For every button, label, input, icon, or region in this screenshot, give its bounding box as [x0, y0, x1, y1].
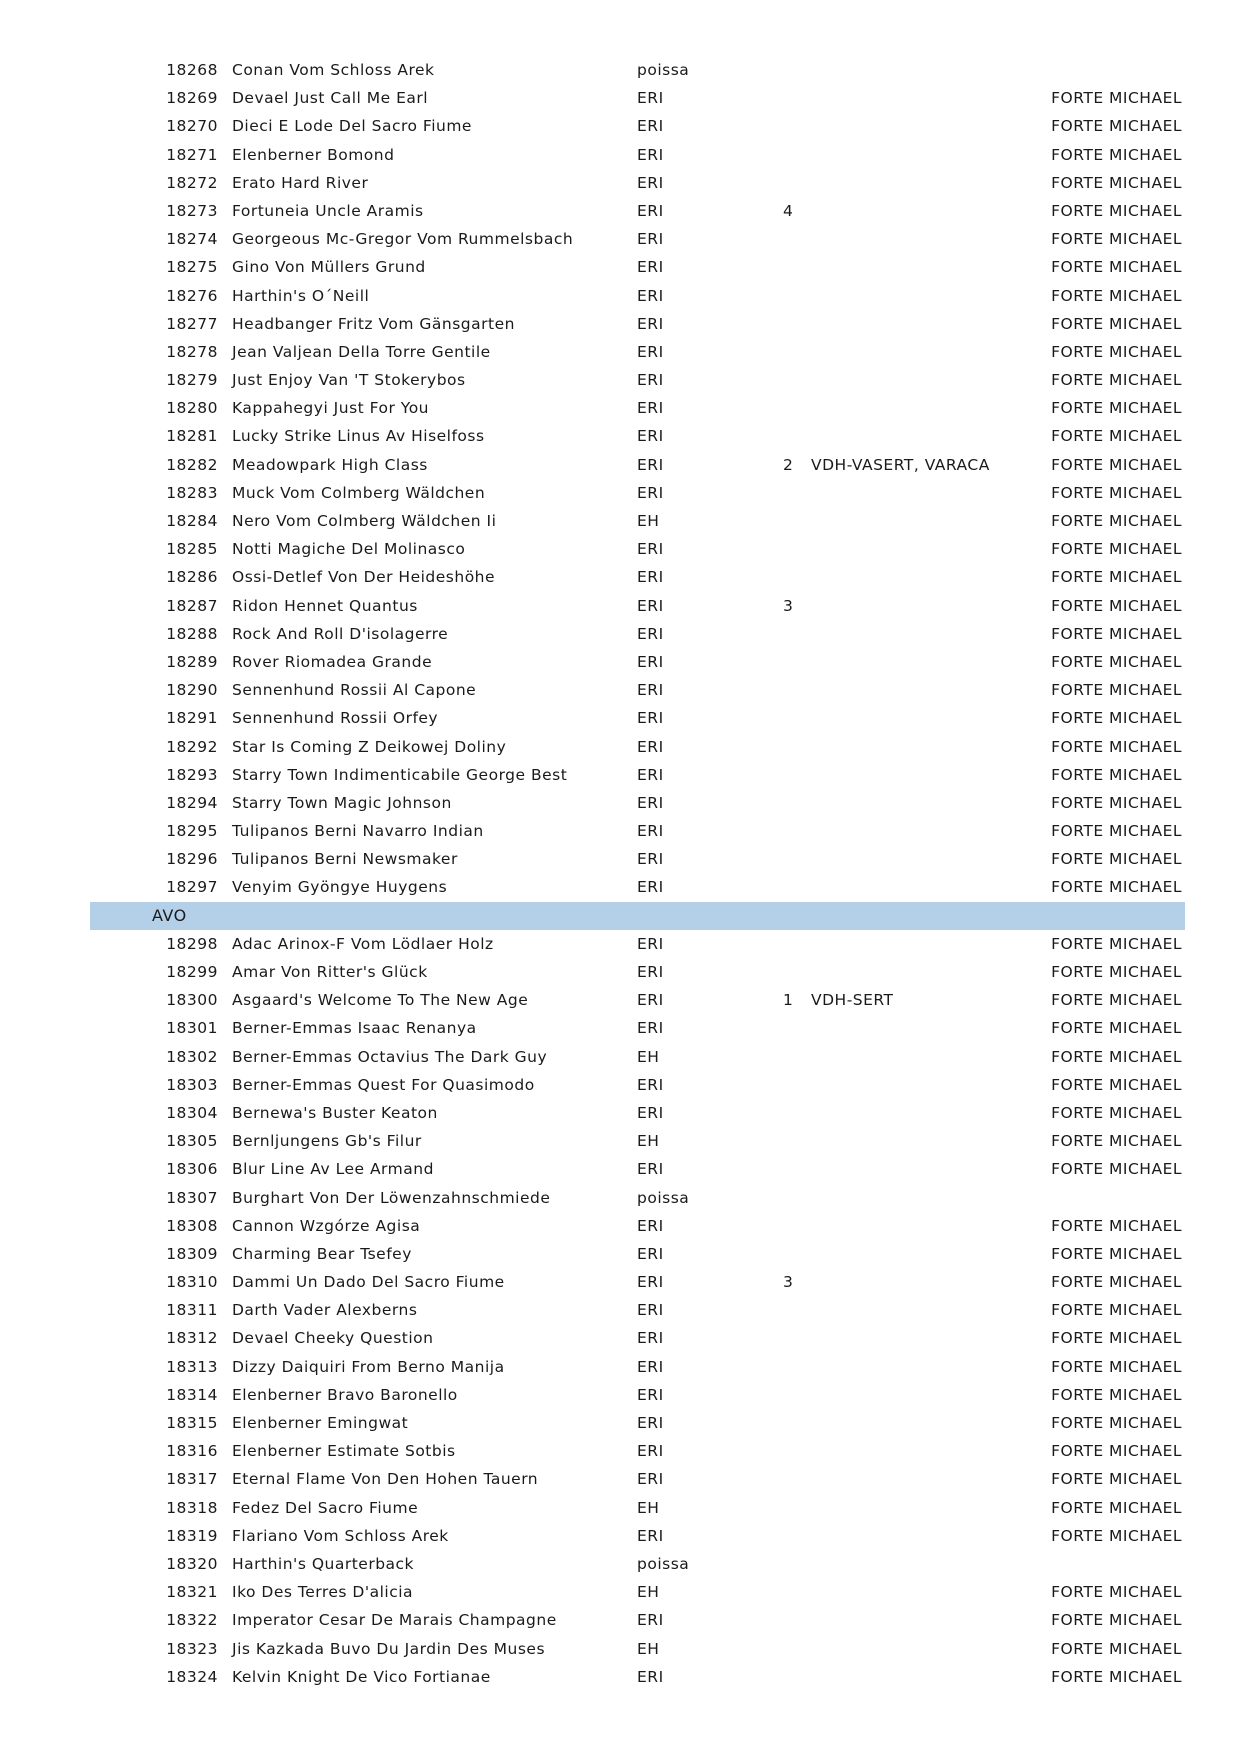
- grade: EH: [637, 1132, 660, 1151]
- class-header-title: AVO: [152, 905, 187, 925]
- judge-name: FORTE MICHAEL: [1051, 793, 1182, 812]
- judge-name: FORTE MICHAEL: [1051, 1273, 1182, 1292]
- dog-name: Adac Arinox-F Vom Lödlaer Holz: [232, 934, 494, 953]
- entry-number: 18324: [166, 1667, 218, 1686]
- entry-number: 18296: [166, 850, 218, 869]
- dog-name: Elenberner Bomond: [232, 145, 395, 164]
- judge-name: FORTE MICHAEL: [1051, 173, 1182, 192]
- judge-name: FORTE MICHAEL: [1051, 1019, 1182, 1038]
- grade: ERI: [637, 173, 664, 192]
- judge-name: FORTE MICHAEL: [1051, 624, 1182, 643]
- entry-number: 18305: [166, 1132, 218, 1151]
- entry-number: 18318: [166, 1498, 218, 1517]
- result-row: [0, 1578, 1242, 1606]
- judge-name: FORTE MICHAEL: [1051, 1470, 1182, 1489]
- judge-name: FORTE MICHAEL: [1051, 737, 1182, 756]
- result-row: [0, 338, 1242, 366]
- result-row: [0, 1437, 1242, 1465]
- judge-name: FORTE MICHAEL: [1051, 596, 1182, 615]
- judge-name: FORTE MICHAEL: [1051, 963, 1182, 981]
- grade: ERI: [637, 1357, 664, 1376]
- result-row: [0, 479, 1242, 507]
- judge-name: FORTE MICHAEL: [1051, 1357, 1182, 1376]
- result-row: [0, 873, 1242, 901]
- result-row: [0, 1212, 1242, 1240]
- result-row: [0, 704, 1242, 732]
- dog-name: Bernljungens Gb's Filur: [232, 1132, 422, 1151]
- grade: ERI: [637, 793, 664, 812]
- result-row: [0, 1099, 1242, 1127]
- judge-name: FORTE MICHAEL: [1051, 314, 1182, 333]
- entry-number: 18317: [166, 1470, 218, 1489]
- judge-name: FORTE MICHAEL: [1051, 878, 1182, 897]
- judge-name: FORTE MICHAEL: [1051, 568, 1182, 587]
- entry-number: 18276: [166, 286, 218, 305]
- entry-number: 18292: [166, 737, 218, 756]
- dog-name: Ossi-Detlef Von Der Heideshöhe: [232, 568, 496, 587]
- placement: 2: [783, 455, 794, 474]
- judge-name: FORTE MICHAEL: [1051, 934, 1182, 953]
- result-row: [0, 676, 1242, 704]
- judge-name: FORTE MICHAEL: [1051, 1414, 1182, 1432]
- result-row: [0, 1268, 1242, 1296]
- result-row: [0, 592, 1242, 620]
- grade: ERI: [637, 681, 664, 700]
- dog-name: Elenberner Bravo Baronello: [232, 1385, 458, 1404]
- dog-name: Dieci E Lode Del Sacro Fiume: [232, 117, 472, 136]
- grade: ERI: [637, 878, 664, 897]
- grade: EH: [637, 1047, 660, 1066]
- grade: ERI: [637, 568, 664, 587]
- entry-number: 18300: [166, 991, 218, 1010]
- dog-name: Fortuneia Uncle Aramis: [232, 201, 424, 220]
- grade: ERI: [637, 1019, 664, 1038]
- judge-name: FORTE MICHAEL: [1051, 991, 1182, 1010]
- result-row: [0, 563, 1242, 591]
- entry-number: 18289: [166, 652, 218, 671]
- judge-name: FORTE MICHAEL: [1051, 540, 1182, 559]
- judge-name: FORTE MICHAEL: [1051, 765, 1182, 784]
- dog-name: Tulipanos Berni Navarro Indian: [232, 822, 484, 841]
- grade: ERI: [637, 822, 664, 841]
- judge-name: FORTE MICHAEL: [1051, 850, 1182, 869]
- dog-name: Notti Magiche Del Molinasco: [232, 540, 466, 559]
- entry-number: 18314: [166, 1385, 218, 1404]
- dog-name: Just Enjoy Van 'T Stokerybos: [232, 371, 466, 390]
- result-row: [0, 507, 1242, 535]
- judge-name: FORTE MICHAEL: [1051, 1498, 1182, 1517]
- entry-number: 18304: [166, 1103, 218, 1122]
- grade: ERI: [637, 1075, 664, 1094]
- judge-name: FORTE MICHAEL: [1051, 1385, 1182, 1404]
- dog-name: Starry Town Magic Johnson: [232, 793, 452, 812]
- judge-name: FORTE MICHAEL: [1051, 1611, 1182, 1630]
- grade: ERI: [637, 991, 664, 1010]
- entry-number: 18309: [166, 1244, 218, 1263]
- result-row: [0, 1353, 1242, 1381]
- dog-name: Charming Bear Tsefey: [232, 1244, 412, 1263]
- dog-name: Berner-Emmas Isaac Renanya: [232, 1019, 477, 1038]
- result-row: [0, 733, 1242, 761]
- grade: ERI: [637, 314, 664, 333]
- dog-name: Blur Line Av Lee Armand: [232, 1160, 434, 1179]
- result-row: [0, 1184, 1242, 1212]
- judge-name: FORTE MICHAEL: [1051, 201, 1182, 220]
- result-row: [0, 1127, 1242, 1155]
- grade: ERI: [637, 765, 664, 784]
- placement: 3: [783, 1273, 794, 1292]
- dog-name: Berner-Emmas Quest For Quasimodo: [232, 1075, 535, 1094]
- dog-name: Dizzy Daiquiri From Berno Manija: [232, 1357, 505, 1376]
- dog-name: Muck Vom Colmberg Wäldchen: [232, 483, 486, 502]
- result-row: [0, 1014, 1242, 1042]
- dog-name: Harthin's Quarterback: [232, 1554, 415, 1573]
- entry-number: 18282: [166, 455, 218, 474]
- result-row: [0, 56, 1242, 84]
- dog-name: Eternal Flame Von Den Hohen Tauern: [232, 1470, 539, 1489]
- result-row: [0, 817, 1242, 845]
- grade: ERI: [637, 342, 664, 361]
- entry-number: 18290: [166, 681, 218, 700]
- judge-name: FORTE MICHAEL: [1051, 681, 1182, 700]
- entry-number: 18308: [166, 1216, 218, 1235]
- dog-name: Cannon Wzgórze Agisa: [232, 1216, 421, 1235]
- grade: EH: [637, 1498, 660, 1517]
- entry-number: 18319: [166, 1526, 218, 1545]
- entry-number: 18272: [166, 173, 218, 192]
- judge-name: FORTE MICHAEL: [1051, 145, 1182, 164]
- entry-number: 18307: [166, 1188, 218, 1207]
- result-row: [0, 112, 1242, 140]
- judge-name: FORTE MICHAEL: [1051, 483, 1182, 502]
- entry-number: 18271: [166, 145, 218, 164]
- judge-name: FORTE MICHAEL: [1051, 1216, 1182, 1235]
- grade: ERI: [637, 1244, 664, 1263]
- judge-name: FORTE MICHAEL: [1051, 1329, 1182, 1348]
- result-row: [0, 310, 1242, 338]
- result-row: [0, 1522, 1242, 1550]
- judge-name: FORTE MICHAEL: [1051, 399, 1182, 418]
- judge-name: FORTE MICHAEL: [1051, 512, 1182, 530]
- dog-name: Elenberner Emingwat: [232, 1414, 409, 1432]
- grade: ERI: [637, 427, 664, 446]
- grade: ERI: [637, 1216, 664, 1235]
- result-row: [0, 394, 1242, 422]
- result-row: [0, 84, 1242, 112]
- dog-name: Kappahegyi Just For You: [232, 399, 430, 418]
- dog-name: Tulipanos Berni Newsmaker: [232, 850, 458, 869]
- dog-name: Dammi Un Dado Del Sacro Fiume: [232, 1273, 505, 1292]
- result-row: [0, 648, 1242, 676]
- result-row: [0, 620, 1242, 648]
- grade: ERI: [637, 455, 664, 474]
- entry-number: 18275: [166, 258, 218, 277]
- dog-name: Jis Kazkada Buvo Du Jardin Des Muses: [232, 1639, 546, 1658]
- dog-name: Bernewa's Buster Keaton: [232, 1103, 438, 1122]
- judge-name: FORTE MICHAEL: [1051, 427, 1182, 446]
- dog-name: Devael Cheeky Question: [232, 1329, 434, 1348]
- entry-number: 18279: [166, 371, 218, 390]
- grade: ERI: [637, 1103, 664, 1122]
- entry-number: 18301: [166, 1019, 218, 1038]
- dog-name: Gino Von Müllers Grund: [232, 258, 426, 277]
- dog-name: Nero Vom Colmberg Wäldchen Ii: [232, 512, 497, 530]
- entry-number: 18313: [166, 1357, 218, 1376]
- result-row: [0, 986, 1242, 1014]
- grade: EH: [637, 1583, 660, 1602]
- dog-name: Asgaard's Welcome To The New Age: [232, 991, 529, 1010]
- grade: ERI: [637, 1273, 664, 1292]
- entry-number: 18311: [166, 1301, 218, 1320]
- grade: ERI: [637, 371, 664, 390]
- entry-number: 18293: [166, 765, 218, 784]
- dog-name: Headbanger Fritz Vom Gänsgarten: [232, 314, 515, 333]
- grade: ERI: [637, 399, 664, 418]
- result-row: [0, 789, 1242, 817]
- grade: ERI: [637, 1667, 664, 1686]
- judge-name: FORTE MICHAEL: [1051, 1639, 1182, 1658]
- grade: ERI: [637, 483, 664, 502]
- grade: ERI: [637, 596, 664, 615]
- grade: ERI: [637, 201, 664, 220]
- entry-number: 18277: [166, 314, 218, 333]
- dog-name: Berner-Emmas Octavius The Dark Guy: [232, 1047, 548, 1066]
- grade: ERI: [637, 850, 664, 869]
- grade: ERI: [637, 117, 664, 136]
- dog-name: Flariano Vom Schloss Arek: [232, 1526, 449, 1545]
- entry-number: 18280: [166, 399, 218, 418]
- entry-number: 18298: [166, 934, 218, 953]
- result-row: [0, 1324, 1242, 1352]
- entry-number: 18315: [166, 1414, 218, 1432]
- entry-number: 18297: [166, 878, 218, 897]
- judge-name: FORTE MICHAEL: [1051, 1526, 1182, 1545]
- result-row: [0, 422, 1242, 450]
- grade: poissa: [637, 1554, 690, 1573]
- dog-name: Fedez Del Sacro Fiume: [232, 1498, 419, 1517]
- entry-number: 18274: [166, 230, 218, 249]
- grade: ERI: [637, 145, 664, 164]
- entry-number: 18283: [166, 483, 218, 502]
- dog-name: Sennenhund Rossii Al Capone: [232, 681, 477, 700]
- entry-number: 18302: [166, 1047, 218, 1066]
- entry-number: 18269: [166, 89, 218, 108]
- judge-name: FORTE MICHAEL: [1051, 1132, 1182, 1151]
- judge-name: FORTE MICHAEL: [1051, 455, 1182, 474]
- entry-number: 18299: [166, 963, 218, 981]
- dog-name: Rover Riomadea Grande: [232, 652, 433, 671]
- entry-number: 18270: [166, 117, 218, 136]
- dog-name: Meadowpark High Class: [232, 455, 428, 474]
- judge-name: FORTE MICHAEL: [1051, 1103, 1182, 1122]
- grade: ERI: [637, 624, 664, 643]
- grade: ERI: [637, 258, 664, 277]
- dog-name: Jean Valjean Della Torre Gentile: [232, 342, 491, 361]
- dog-name: Devael Just Call Me Earl: [232, 89, 429, 108]
- judge-name: FORTE MICHAEL: [1051, 1583, 1182, 1602]
- judge-name: FORTE MICHAEL: [1051, 117, 1182, 136]
- result-row: [0, 1296, 1242, 1324]
- placement: 1: [783, 991, 794, 1010]
- result-row: [0, 225, 1242, 253]
- entry-number: 18312: [166, 1329, 218, 1348]
- grade: ERI: [637, 963, 664, 981]
- result-row: [0, 141, 1242, 169]
- result-row: [0, 253, 1242, 281]
- judge-name: FORTE MICHAEL: [1051, 1301, 1182, 1320]
- results-list: [0, 56, 1242, 1691]
- grade: ERI: [637, 230, 664, 249]
- judge-name: FORTE MICHAEL: [1051, 1667, 1182, 1686]
- result-row: [0, 845, 1242, 873]
- judge-name: FORTE MICHAEL: [1051, 1160, 1182, 1179]
- entry-number: 18320: [166, 1554, 218, 1573]
- result-row: [0, 451, 1242, 479]
- result-row: [0, 930, 1242, 958]
- result-row: [0, 1663, 1242, 1691]
- grade: ERI: [637, 652, 664, 671]
- dog-name: Conan Vom Schloss Arek: [232, 61, 435, 79]
- entry-number: 18316: [166, 1442, 218, 1461]
- entry-number: 18287: [166, 596, 218, 615]
- entry-number: 18268: [166, 61, 218, 79]
- award: VDH-VASERT, VARACA: [811, 455, 990, 474]
- entry-number: 18291: [166, 709, 218, 728]
- judge-name: FORTE MICHAEL: [1051, 1075, 1182, 1094]
- grade: ERI: [637, 1414, 664, 1432]
- grade: ERI: [637, 1611, 664, 1630]
- judge-name: FORTE MICHAEL: [1051, 822, 1182, 841]
- dog-name: Starry Town Indimenticabile George Best: [232, 765, 568, 784]
- result-row: [0, 1409, 1242, 1437]
- grade: ERI: [637, 709, 664, 728]
- grade: EH: [637, 1639, 660, 1658]
- judge-name: FORTE MICHAEL: [1051, 371, 1182, 390]
- result-row: [0, 1494, 1242, 1522]
- grade: ERI: [637, 89, 664, 108]
- entry-number: 18323: [166, 1639, 218, 1658]
- placement: 3: [783, 596, 794, 615]
- entry-number: 18288: [166, 624, 218, 643]
- result-row: [0, 761, 1242, 789]
- grade: ERI: [637, 1385, 664, 1404]
- result-row: [0, 1071, 1242, 1099]
- dog-name: Imperator Cesar De Marais Champagne: [232, 1611, 557, 1630]
- result-row: [0, 1381, 1242, 1409]
- grade: poissa: [637, 1188, 690, 1207]
- grade: ERI: [637, 1301, 664, 1320]
- grade: EH: [637, 512, 660, 530]
- judge-name: FORTE MICHAEL: [1051, 652, 1182, 671]
- entry-number: 18306: [166, 1160, 218, 1179]
- dog-name: Elenberner Estimate Sotbis: [232, 1442, 456, 1461]
- grade: poissa: [637, 61, 690, 79]
- grade: ERI: [637, 286, 664, 305]
- result-row: [0, 1465, 1242, 1493]
- dog-name: Star Is Coming Z Deikowej Doliny: [232, 737, 507, 756]
- dog-name: Amar Von Ritter's Glück: [232, 963, 428, 981]
- entry-number: 18285: [166, 540, 218, 559]
- result-row: [0, 958, 1242, 986]
- class-header: [90, 902, 1185, 930]
- grade: ERI: [637, 1329, 664, 1348]
- entry-number: 18310: [166, 1273, 218, 1292]
- judge-name: FORTE MICHAEL: [1051, 230, 1182, 249]
- entry-number: 18303: [166, 1075, 218, 1094]
- result-row: [0, 1606, 1242, 1634]
- judge-name: FORTE MICHAEL: [1051, 1047, 1182, 1066]
- result-row: [0, 1635, 1242, 1663]
- grade: ERI: [637, 737, 664, 756]
- grade: ERI: [637, 1160, 664, 1179]
- grade: ERI: [637, 1526, 664, 1545]
- result-row: [0, 535, 1242, 563]
- judge-name: FORTE MICHAEL: [1051, 89, 1182, 108]
- dog-name: Lucky Strike Linus Av Hiselfoss: [232, 427, 485, 446]
- judge-name: FORTE MICHAEL: [1051, 1442, 1182, 1461]
- judge-name: FORTE MICHAEL: [1051, 342, 1182, 361]
- result-row: [0, 169, 1242, 197]
- judge-name: FORTE MICHAEL: [1051, 286, 1182, 305]
- dog-name: Georgeous Mc-Gregor Vom Rummelsbach: [232, 230, 574, 249]
- dog-name: Venyim Gyöngye Huygens: [232, 878, 448, 897]
- dog-name: Darth Vader Alexberns: [232, 1301, 418, 1320]
- grade: ERI: [637, 1442, 664, 1461]
- grade: ERI: [637, 540, 664, 559]
- judge-name: FORTE MICHAEL: [1051, 709, 1182, 728]
- result-row: [0, 282, 1242, 310]
- result-row: [0, 197, 1242, 225]
- entry-number: 18284: [166, 512, 218, 530]
- entry-number: 18273: [166, 201, 218, 220]
- entry-number: 18281: [166, 427, 218, 446]
- judge-name: FORTE MICHAEL: [1051, 1244, 1182, 1263]
- entry-number: 18322: [166, 1611, 218, 1630]
- award: VDH-SERT: [811, 991, 894, 1010]
- dog-name: Kelvin Knight De Vico Fortianae: [232, 1667, 491, 1686]
- judge-name: FORTE MICHAEL: [1051, 258, 1182, 277]
- entry-number: 18278: [166, 342, 218, 361]
- placement: 4: [783, 201, 794, 220]
- entry-number: 18295: [166, 822, 218, 841]
- dog-name: Sennenhund Rossii Orfey: [232, 709, 439, 728]
- grade: ERI: [637, 934, 664, 953]
- dog-name: Iko Des Terres D'alicia: [232, 1583, 414, 1602]
- dog-name: Ridon Hennet Quantus: [232, 596, 418, 615]
- entry-number: 18286: [166, 568, 218, 587]
- result-row: [0, 1550, 1242, 1578]
- grade: ERI: [637, 1470, 664, 1489]
- result-row: [0, 1155, 1242, 1183]
- result-row: [0, 366, 1242, 394]
- dog-name: Rock And Roll D'isolagerre: [232, 624, 449, 643]
- entry-number: 18321: [166, 1583, 218, 1602]
- dog-name: Burghart Von Der Löwenzahnschmiede: [232, 1188, 551, 1207]
- entry-number: 18294: [166, 793, 218, 812]
- dog-name: Harthin's O´Neill: [232, 286, 370, 305]
- result-row: [0, 1043, 1242, 1071]
- result-row: [0, 1240, 1242, 1268]
- dog-name: Erato Hard River: [232, 173, 369, 192]
